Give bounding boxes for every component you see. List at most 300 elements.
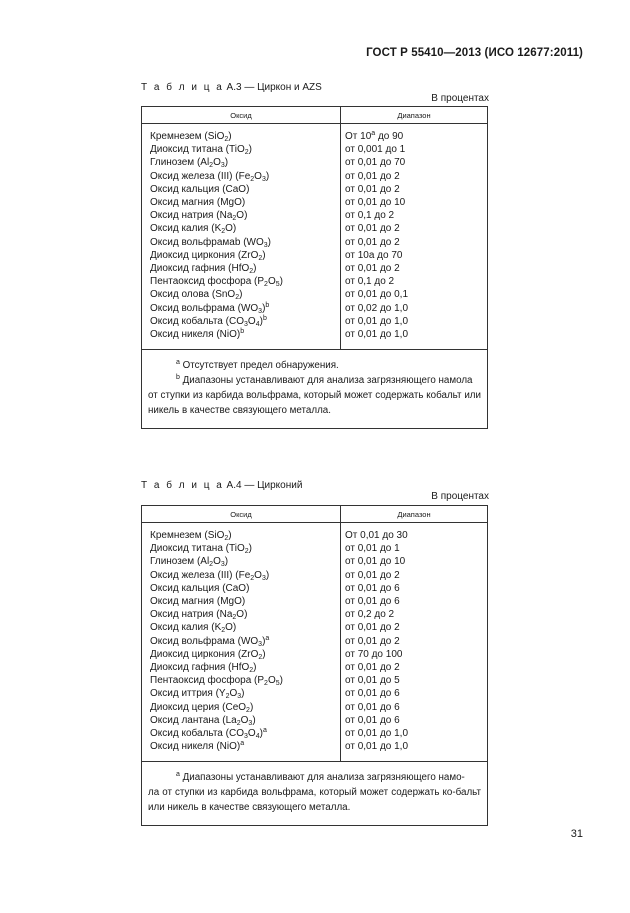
table-row (142, 635, 488, 648)
range-cell (341, 302, 488, 315)
oxide-cell (142, 170, 341, 183)
oxide-cell (142, 740, 341, 753)
formula-part: O (229, 688, 238, 700)
formula-subscript: 2 (224, 535, 229, 542)
table-row (142, 727, 488, 740)
table-row (142, 222, 488, 235)
range-value: от 70 до 100 (345, 648, 403, 660)
formula-subscript: 3 (244, 320, 248, 328)
column-header-range: Диапазон (341, 107, 488, 124)
footnote-text: Отсутствует предел обнаружения. (179, 360, 339, 372)
table-a3-caption-title: А.3 — Циркон и AZS (223, 82, 322, 93)
formula-part: (CaO) (222, 183, 250, 195)
formula-part: ) (239, 289, 243, 301)
formula-part: (ZrO (237, 648, 259, 660)
oxide-name: Оксид кобальта (150, 315, 223, 327)
range-cell (341, 288, 488, 301)
page-number: 31 (570, 828, 583, 840)
formula-part: ) (265, 569, 270, 581)
formula-part: (K (211, 622, 222, 634)
footnote-marker: a (262, 727, 267, 735)
oxide-name: Оксид магния (150, 197, 215, 209)
oxide-cell (142, 183, 341, 196)
formula-part: (Na (216, 210, 233, 222)
formula-part: (P (254, 675, 265, 687)
table-row (142, 249, 488, 262)
table-row (142, 262, 488, 275)
range-cell (341, 661, 488, 674)
formula-subscript: 2 (244, 548, 249, 556)
formula-part: (K (211, 223, 222, 235)
oxide-name: Диоксид гафния (150, 263, 226, 275)
oxide-cell (142, 542, 341, 555)
formula-subscript: 2 (244, 149, 249, 157)
oxide-cell (142, 236, 341, 249)
formula-subscript: 2 (209, 162, 214, 170)
formula-part: (WO (237, 635, 259, 647)
formula-subscript: 2 (225, 693, 230, 701)
oxide-cell (142, 621, 341, 634)
formula-part: ) (228, 131, 232, 142)
table-row (142, 569, 488, 582)
formula-part: O (213, 556, 221, 568)
oxide-name: Пентаоксид фосфора (150, 276, 252, 288)
range-value: от 0,01 до 6 (345, 701, 400, 713)
oxide-name: Кремнезем (150, 131, 202, 142)
oxide-name: Оксид натрия (150, 609, 214, 621)
formula-subscript: 3 (237, 693, 242, 701)
range-cell (341, 156, 488, 169)
formula-part: (SnO (211, 289, 236, 301)
formula-part: ) (279, 276, 283, 288)
range-cell (341, 143, 488, 156)
formula-part: O (213, 157, 221, 169)
column-header-oxide: Оксид (142, 107, 341, 124)
footnote-marker: a (240, 740, 245, 748)
range-value: от 0,01 до 6 (345, 596, 400, 608)
table-row (142, 621, 488, 634)
formula-part: O) (236, 210, 248, 222)
formula-part: (MgO) (216, 197, 246, 209)
formula-subscript: 3 (258, 640, 263, 648)
range-cell (341, 740, 488, 753)
range-value: от 0,01 до 1,0 (345, 329, 409, 341)
oxide-name: Диоксид титана (150, 144, 223, 156)
table-footnotes (142, 762, 488, 826)
formula-subscript: 2 (235, 294, 240, 302)
oxide-name: Оксид вольфрамаb (150, 236, 241, 248)
formula-part: ) (241, 688, 245, 700)
formula-subscript: 2 (232, 614, 237, 622)
formula-part: ) (262, 302, 266, 314)
formula-subscript: 2 (224, 136, 229, 143)
range-value: от 0,01 до 6 (345, 688, 400, 700)
column-header-range: Диапазон (341, 506, 488, 523)
table-row (142, 302, 488, 315)
range-value: От 0,01 до 30 (345, 530, 408, 541)
range-cell (341, 209, 488, 222)
table-row (142, 740, 488, 753)
oxide-cell (142, 569, 341, 582)
range-cell (341, 582, 488, 595)
formula-part: (NiO) (216, 741, 241, 753)
formula-part: ) (253, 662, 257, 674)
formula-subscript: 4 (255, 733, 260, 741)
oxide-name: Оксид лантана (150, 714, 220, 726)
formula-part: O) (225, 622, 237, 634)
table-row (142, 608, 488, 621)
table-row (142, 582, 488, 595)
range-cell (341, 621, 488, 634)
oxide-cell (142, 648, 341, 661)
formula-part: O (254, 569, 262, 581)
range-cell (341, 315, 488, 328)
formula-part: O (267, 675, 276, 687)
range-cell (341, 595, 488, 608)
table-row (142, 529, 488, 542)
range-cell (341, 170, 488, 183)
formula-part: ) (259, 728, 263, 740)
range-cell (341, 648, 488, 661)
formula-subscript: 3 (261, 175, 266, 183)
table-a3-caption (141, 82, 322, 93)
range-cell (341, 542, 488, 555)
range-value: от 0,01 до 1,0 (345, 741, 409, 753)
formula-subscript: 3 (220, 162, 225, 170)
footnote-text: Диапазоны устанавливают для анализа загрязняющего намола (179, 375, 473, 387)
formula-part: ) (253, 263, 257, 275)
range-value: от 0,01 до 2 (345, 622, 400, 634)
oxide-cell (142, 196, 341, 209)
formula-subscript: 2 (250, 175, 255, 183)
formula-part: (HfO (228, 662, 250, 674)
oxide-cell (142, 529, 341, 542)
table-row (142, 196, 488, 209)
formula-part: ) (265, 170, 270, 182)
oxide-name: Пентаоксид фосфора (150, 675, 252, 687)
formula-subscript: 2 (249, 667, 254, 675)
range-cell (341, 275, 488, 288)
formula-part: (HfO (228, 263, 250, 275)
range-cell (341, 222, 488, 235)
table-a4 (141, 505, 488, 826)
range-cell (341, 727, 488, 740)
range-cell (341, 249, 488, 262)
range-cell (341, 674, 488, 687)
formula-subscript: 5 (275, 281, 280, 289)
oxide-name: Оксид никеля (150, 329, 214, 341)
table-a3-units: В процентах (431, 93, 489, 104)
table-row (142, 555, 488, 568)
formula-subscript: 2 (246, 706, 250, 714)
oxide-cell (142, 595, 341, 608)
formula-part: ) (224, 556, 229, 568)
table-row (142, 156, 488, 169)
oxide-name: Оксид вольфрама (150, 302, 235, 314)
formula-subscript: 2 (249, 268, 254, 276)
table-row (142, 674, 488, 687)
formula-part: ) (262, 635, 266, 647)
formula-subscript: 3 (220, 561, 225, 569)
range-value: от 0,01 до 10 (345, 556, 406, 568)
table-row (142, 183, 488, 196)
oxide-cell (142, 209, 341, 222)
oxide-cell (142, 249, 341, 262)
footnote-a (148, 358, 481, 373)
oxide-name: Глинозем (150, 556, 195, 568)
range-value: от 0,01 до 1,0 (345, 728, 409, 740)
formula-part: ) (249, 701, 254, 713)
range-value: от 0,01 до 2 (345, 662, 400, 674)
oxide-name: Оксид иттрия (150, 688, 213, 700)
table-row (142, 170, 488, 183)
range-cell (341, 687, 488, 700)
range-cell (341, 701, 488, 714)
range-value: от 0,01 до 2 (345, 236, 400, 248)
formula-subscript: 2 (221, 627, 226, 635)
oxide-cell (142, 635, 341, 648)
oxide-name: Оксид калия (150, 223, 209, 235)
footnote-marker: a (176, 359, 180, 367)
formula-subscript: 3 (261, 574, 266, 582)
table-row (142, 701, 488, 714)
range-value: от 0,01 до 70 (345, 157, 406, 169)
range-value: от 0,01 до 5 (345, 675, 400, 687)
oxide-name: Диоксид циркония (150, 249, 236, 261)
formula-subscript: 2 (221, 228, 226, 236)
document-header: ГОСТ Р 55410—2013 (ИСО 12677:2011) (366, 47, 583, 59)
oxide-cell (142, 288, 341, 301)
table-a4-caption-label: Т а б л и ц а (141, 480, 224, 491)
formula-part: (WO (237, 302, 259, 314)
footnote-marker: b (176, 374, 180, 382)
oxide-cell (142, 156, 341, 169)
oxide-name: Оксид железа (III) (150, 569, 233, 581)
formula-part: ) (262, 249, 266, 261)
range-cell (341, 569, 488, 582)
range-value: от 0,01 до 2 (345, 170, 400, 182)
oxide-cell (142, 302, 341, 315)
column-header-oxide: Оксид (142, 506, 341, 523)
table-row (142, 236, 488, 249)
range-cell (341, 236, 488, 249)
range-cell (341, 555, 488, 568)
oxide-name: Оксид калия (150, 622, 209, 634)
formula-part: (MgO) (216, 596, 246, 608)
range-cell (341, 183, 488, 196)
formula-subscript: 3 (244, 733, 248, 741)
footnote-marker: b (240, 328, 245, 336)
oxide-cell (142, 328, 341, 341)
table-row (142, 714, 488, 727)
table-a4-caption (141, 480, 302, 491)
range-value: от 0,01 до 2 (345, 183, 400, 195)
range-value: от 0,01 до 2 (345, 223, 400, 235)
range-cell (341, 262, 488, 275)
table-row (142, 315, 488, 328)
footnote-marker: a (371, 130, 376, 137)
formula-part: (CO (225, 728, 244, 740)
formula-part: (TiO (225, 543, 245, 555)
formula-subscript: 2 (232, 215, 237, 223)
table-row (142, 661, 488, 674)
range-cell (341, 714, 488, 727)
footnote-marker: a (265, 634, 270, 642)
range-cell (341, 196, 488, 209)
formula-part: O) (236, 609, 248, 621)
oxide-name: Оксид магния (150, 596, 215, 608)
range-cell (341, 529, 488, 542)
formula-part: ) (248, 543, 252, 555)
range-value: от 10a до 70 (345, 249, 403, 261)
oxide-cell (142, 727, 341, 740)
range-value: от 0,001 до 1 (345, 144, 406, 156)
table-row (142, 275, 488, 288)
table-row (142, 542, 488, 555)
footnote-marker: a (176, 771, 180, 779)
footnote-b-continuation: от ступки из карбида вольфрама, который может содержать кобальт или никель в качестве связующего металла. (148, 390, 481, 417)
formula-part: O (267, 276, 276, 288)
oxide-cell (142, 222, 341, 235)
range-value: от 0,01 до 0,1 (345, 289, 409, 301)
formula-part: (TiO (225, 144, 245, 156)
oxide-cell (142, 674, 341, 687)
oxide-cell (142, 315, 341, 328)
formula-part: (NiO) (216, 329, 241, 341)
oxide-name: Оксид кальция (150, 582, 220, 594)
range-value: от 0,01 до 1 (345, 543, 400, 555)
oxide-cell (142, 262, 341, 275)
range-value: от 0,01 до 2 (345, 263, 400, 275)
formula-part: (La (222, 714, 237, 726)
oxide-name: Оксид вольфрама (150, 635, 235, 647)
formula-subscript: 2 (236, 719, 241, 727)
oxide-cell (142, 130, 341, 143)
footnote-b (148, 373, 481, 388)
formula-part: O (247, 728, 256, 740)
range-value: от 0,02 до 1,0 (345, 302, 409, 314)
oxide-name: Диоксид титана (150, 543, 223, 555)
formula-part: (Y (215, 688, 226, 700)
formula-part: (SiO (204, 131, 225, 142)
range-value: от 0,1 до 2 (345, 276, 395, 288)
oxide-name: Оксид олова (150, 289, 210, 301)
formula-part: (Al (196, 556, 210, 568)
oxide-cell (142, 555, 341, 568)
oxide-cell (142, 143, 341, 156)
oxide-name: Диоксид гафния (150, 662, 226, 674)
formula-subscript: 3 (258, 307, 263, 315)
footnote-marker: b (262, 314, 267, 322)
table-row (142, 687, 488, 700)
range-cell (341, 328, 488, 341)
oxide-name: Диоксид церия (150, 701, 220, 713)
formula-part: (ZrO (237, 249, 259, 261)
formula-part: (P (254, 276, 265, 288)
formula-part: ) (267, 236, 271, 248)
range-cell (341, 635, 488, 648)
formula-part: O (240, 714, 249, 726)
formula-part: (SiO (204, 530, 225, 541)
formula-subscript: 2 (258, 653, 263, 661)
formula-part: ) (279, 675, 283, 687)
formula-subscript: 2 (264, 680, 268, 688)
oxide-cell (142, 714, 341, 727)
oxide-name: Оксид кобальта (150, 728, 223, 740)
range-value: от 0,01 до 1,0 (345, 315, 409, 327)
oxide-cell (142, 661, 341, 674)
formula-part: ) (259, 315, 263, 327)
table-row (142, 288, 488, 301)
formula-part: (CO (225, 315, 244, 327)
formula-part: ) (224, 157, 229, 169)
oxide-cell (142, 701, 341, 714)
oxide-cell (142, 275, 341, 288)
table-row (142, 595, 488, 608)
range-value: от 0,01 до 6 (345, 582, 400, 594)
range-cell (341, 608, 488, 621)
oxide-cell (142, 687, 341, 700)
oxide-name: Оксид кальция (150, 183, 220, 195)
formula-part: (Fe (235, 170, 251, 182)
formula-part: O (247, 315, 256, 327)
oxide-cell (142, 582, 341, 595)
formula-subscript: 2 (258, 254, 263, 262)
oxide-cell (142, 608, 341, 621)
range-value: от 0,01 до 2 (345, 569, 400, 581)
formula-part: O (254, 170, 262, 182)
oxide-name: Оксид никеля (150, 741, 214, 753)
table-a4-units: В процентах (431, 491, 489, 502)
table-row (142, 143, 488, 156)
formula-subscript: 2 (209, 561, 214, 569)
table-footnotes (142, 350, 488, 429)
oxide-name: Глинозем (150, 157, 195, 169)
oxide-name: Оксид натрия (150, 210, 214, 222)
formula-subscript: 4 (255, 320, 260, 328)
table-a3-caption-label: Т а б л и ц а (141, 82, 224, 93)
table-row (142, 130, 488, 143)
formula-part: (Al (196, 157, 210, 169)
oxide-name: Оксид железа (III) (150, 170, 233, 182)
formula-part: (CeO (222, 701, 247, 713)
formula-part: O) (225, 223, 237, 235)
range-value: от 0,01 до 6 (345, 714, 400, 726)
formula-subscript: 5 (275, 680, 280, 688)
formula-part: ) (248, 144, 252, 156)
table-row (142, 328, 488, 341)
range-value-tail: до 90 (375, 131, 404, 142)
footnote-text: Диапазоны устанавливают для анализа загрязняющего намо- (179, 772, 465, 784)
formula-subscript: 2 (264, 281, 268, 289)
range-value: от 0,01 до 2 (345, 635, 400, 647)
formula-part: (Na (216, 609, 233, 621)
oxide-name: Диоксид циркония (150, 648, 236, 660)
range-cell (341, 130, 488, 143)
range-value: от 0,01 до 10 (345, 197, 406, 209)
footnote-a-continuation: ла от ступки из карбида вольфрама, который может содержать ко-бальт или никель в качестве связующего металла. (148, 787, 481, 814)
table-row (142, 209, 488, 222)
formula-subscript: 3 (248, 719, 253, 727)
table-a4-caption-title: А.4 — Цирконий (223, 480, 303, 491)
range-value: от 0,2 до 2 (345, 609, 395, 621)
footnote-a (148, 770, 481, 785)
formula-subscript: 2 (250, 574, 255, 582)
oxide-name: Кремнезем (150, 530, 202, 541)
formula-part: ) (252, 714, 256, 726)
formula-part: (Fe (235, 569, 251, 581)
range-value: От 10 (345, 131, 372, 142)
